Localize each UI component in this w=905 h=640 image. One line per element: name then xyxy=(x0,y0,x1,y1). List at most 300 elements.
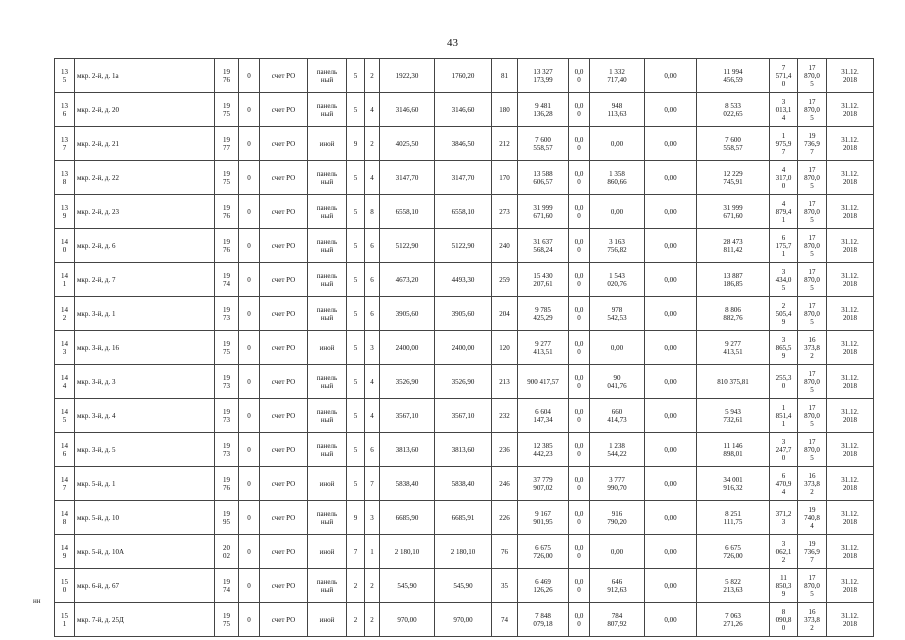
residents-cell: 273 xyxy=(492,195,518,229)
entrances-cell: 6 xyxy=(365,263,380,297)
fund-cell: 1 332 717,40 xyxy=(590,59,645,93)
row-number-cell: 13 8 xyxy=(55,161,75,195)
limit-cost-cell: 17 870,0 5 xyxy=(798,59,827,93)
percent-cell: 0,0 0 xyxy=(569,399,590,433)
percent-cell: 0,0 0 xyxy=(569,331,590,365)
percent-cell: 0,0 0 xyxy=(569,433,590,467)
percent-cell: 0,0 0 xyxy=(569,229,590,263)
table-row xyxy=(55,263,874,297)
total-area-cell: 3147,70 xyxy=(380,161,435,195)
account-cell: счет РО xyxy=(260,603,308,637)
limit-cost-cell: 19 740,8 4 xyxy=(798,501,827,535)
living-area-cell: 3813,60 xyxy=(435,433,492,467)
zero-cell: 0 xyxy=(239,127,260,161)
limit-cost-cell: 17 870,0 5 xyxy=(798,569,827,603)
total-area-cell: 3813,60 xyxy=(380,433,435,467)
entrances-cell: 4 xyxy=(365,161,380,195)
wall-material-cell: панель ный xyxy=(308,433,347,467)
total-cost-cell: 15 430 207,61 xyxy=(518,263,569,297)
zero-cell: 0 xyxy=(239,433,260,467)
fund-cell: 1 238 544,22 xyxy=(590,433,645,467)
wall-material-cell: иной xyxy=(308,331,347,365)
living-area-cell: 970,00 xyxy=(435,603,492,637)
year-cell: 19 76 xyxy=(215,59,239,93)
date-cell: 31.12. 2018 xyxy=(827,399,874,433)
fund-cell: 0,00 xyxy=(590,331,645,365)
total-area-cell: 4025,50 xyxy=(380,127,435,161)
account-cell: счет РО xyxy=(260,331,308,365)
total-cost-cell: 13 588 606,57 xyxy=(518,161,569,195)
total-area-cell: 2 180,10 xyxy=(380,535,435,569)
residents-cell: 236 xyxy=(492,433,518,467)
fund-cell: 1 543 020,76 xyxy=(590,263,645,297)
other-funds-cell: 0,00 xyxy=(645,161,697,195)
date-cell: 31.12. 2018 xyxy=(827,93,874,127)
date-cell: 31.12. 2018 xyxy=(827,501,874,535)
wall-material-cell: панель ный xyxy=(308,399,347,433)
account-cell: счет РО xyxy=(260,229,308,263)
account-cell: счет РО xyxy=(260,59,308,93)
floors-cell: 5 xyxy=(347,467,365,501)
floors-cell: 5 xyxy=(347,365,365,399)
residents-cell: 259 xyxy=(492,263,518,297)
total-area-cell: 5122,90 xyxy=(380,229,435,263)
entrances-cell: 4 xyxy=(365,365,380,399)
living-area-cell: 3146,60 xyxy=(435,93,492,127)
date-cell: 31.12. 2018 xyxy=(827,365,874,399)
owners-funds-cell: 6 675 726,00 xyxy=(697,535,770,569)
living-area-cell: 5122,90 xyxy=(435,229,492,263)
table-row xyxy=(55,569,874,603)
percent-cell: 0,0 0 xyxy=(569,535,590,569)
unit-cost-cell: 255,3 0 xyxy=(770,365,798,399)
living-area-cell: 1760,20 xyxy=(435,59,492,93)
year-cell: 19 95 xyxy=(215,501,239,535)
owners-funds-cell: 8 251 111,75 xyxy=(697,501,770,535)
zero-cell: 0 xyxy=(239,603,260,637)
zero-cell: 0 xyxy=(239,195,260,229)
living-area-cell: 4493,30 xyxy=(435,263,492,297)
address-cell: мкр. 2-й, д. 6 xyxy=(75,229,215,263)
address-cell: мкр. 2-й, д. 22 xyxy=(75,161,215,195)
row-number-cell: 15 0 xyxy=(55,569,75,603)
address-cell: мкр. 6-й, д. 67 xyxy=(75,569,215,603)
fund-cell: 660 414,73 xyxy=(590,399,645,433)
living-area-cell: 2 180,10 xyxy=(435,535,492,569)
total-cost-cell: 9 167 901,95 xyxy=(518,501,569,535)
account-cell: счет РО xyxy=(260,569,308,603)
date-cell: 31.12. 2018 xyxy=(827,229,874,263)
account-cell: счет РО xyxy=(260,297,308,331)
percent-cell: 0,0 0 xyxy=(569,501,590,535)
entrances-cell: 4 xyxy=(365,399,380,433)
wall-material-cell: панель ный xyxy=(308,229,347,263)
other-funds-cell: 0,00 xyxy=(645,127,697,161)
year-cell: 19 75 xyxy=(215,93,239,127)
zero-cell: 0 xyxy=(239,501,260,535)
row-number-cell: 14 0 xyxy=(55,229,75,263)
address-cell: мкр. 2-й, д. 1а xyxy=(75,59,215,93)
wall-material-cell: панель ный xyxy=(308,297,347,331)
wall-material-cell: панель ный xyxy=(308,59,347,93)
year-cell: 19 75 xyxy=(215,331,239,365)
living-area-cell: 2400,00 xyxy=(435,331,492,365)
other-funds-cell: 0,00 xyxy=(645,365,697,399)
wall-material-cell: панель ный xyxy=(308,569,347,603)
entrances-cell: 4 xyxy=(365,93,380,127)
row-number-cell: 14 1 xyxy=(55,263,75,297)
residents-cell: 180 xyxy=(492,93,518,127)
entrances-cell: 2 xyxy=(365,569,380,603)
table-row xyxy=(55,161,874,195)
address-cell: мкр. 7-й, д. 25Д xyxy=(75,603,215,637)
account-cell: счет РО xyxy=(260,535,308,569)
row-number-cell: 13 9 xyxy=(55,195,75,229)
entrances-cell: 8 xyxy=(365,195,380,229)
total-cost-cell: 6 604 147,34 xyxy=(518,399,569,433)
other-funds-cell: 0,00 xyxy=(645,59,697,93)
table-row xyxy=(55,467,874,501)
fund-cell: 948 113,63 xyxy=(590,93,645,127)
account-cell: счет РО xyxy=(260,195,308,229)
account-cell: счет РО xyxy=(260,263,308,297)
owners-funds-cell: 8 533 022,65 xyxy=(697,93,770,127)
floors-cell: 9 xyxy=(347,501,365,535)
zero-cell: 0 xyxy=(239,569,260,603)
date-cell: 31.12. 2018 xyxy=(827,59,874,93)
unit-cost-cell: 1 851,4 1 xyxy=(770,399,798,433)
percent-cell: 0,0 0 xyxy=(569,161,590,195)
unit-cost-cell: 371,2 3 xyxy=(770,501,798,535)
total-area-cell: 3567,10 xyxy=(380,399,435,433)
unit-cost-cell: 8 090,8 0 xyxy=(770,603,798,637)
address-cell: мкр. 2-й, д. 7 xyxy=(75,263,215,297)
total-cost-cell: 9 277 413,51 xyxy=(518,331,569,365)
address-cell: мкр. 3-й, д. 3 xyxy=(75,365,215,399)
floors-cell: 5 xyxy=(347,93,365,127)
owners-funds-cell: 7 063 271,26 xyxy=(697,603,770,637)
total-cost-cell: 6 675 726,00 xyxy=(518,535,569,569)
date-cell: 31.12. 2018 xyxy=(827,127,874,161)
percent-cell: 0,0 0 xyxy=(569,59,590,93)
total-cost-cell: 9 481 136,28 xyxy=(518,93,569,127)
residents-cell: 226 xyxy=(492,501,518,535)
row-number-cell: 14 2 xyxy=(55,297,75,331)
wall-material-cell: иной xyxy=(308,535,347,569)
entrances-cell: 2 xyxy=(365,59,380,93)
unit-cost-cell: 4 317,0 0 xyxy=(770,161,798,195)
limit-cost-cell: 19 736,9 7 xyxy=(798,127,827,161)
year-cell: 19 74 xyxy=(215,263,239,297)
total-area-cell: 2400,00 xyxy=(380,331,435,365)
total-area-cell: 3146,60 xyxy=(380,93,435,127)
table-row xyxy=(55,365,874,399)
total-cost-cell: 13 327 173,99 xyxy=(518,59,569,93)
limit-cost-cell: 17 870,0 5 xyxy=(798,297,827,331)
total-area-cell: 3526,90 xyxy=(380,365,435,399)
address-cell: мкр. 3-й, д. 16 xyxy=(75,331,215,365)
entrances-cell: 6 xyxy=(365,433,380,467)
entrances-cell: 1 xyxy=(365,535,380,569)
account-cell: счет РО xyxy=(260,467,308,501)
total-cost-cell: 37 779 907,02 xyxy=(518,467,569,501)
percent-cell: 0,0 0 xyxy=(569,263,590,297)
row-number-cell: 14 6 xyxy=(55,433,75,467)
living-area-cell: 3567,10 xyxy=(435,399,492,433)
year-cell: 19 76 xyxy=(215,229,239,263)
account-cell: счет РО xyxy=(260,161,308,195)
limit-cost-cell: 17 870,0 5 xyxy=(798,229,827,263)
other-funds-cell: 0,00 xyxy=(645,93,697,127)
year-cell: 19 74 xyxy=(215,569,239,603)
wall-material-cell: панель ный xyxy=(308,365,347,399)
limit-cost-cell: 16 373,8 2 xyxy=(798,467,827,501)
other-funds-cell: 0,00 xyxy=(645,433,697,467)
living-area-cell: 3846,50 xyxy=(435,127,492,161)
address-cell: мкр. 5-й, д. 10А xyxy=(75,535,215,569)
address-cell: мкр. 3-й, д. 5 xyxy=(75,433,215,467)
other-funds-cell: 0,00 xyxy=(645,467,697,501)
owners-funds-cell: 12 229 745,91 xyxy=(697,161,770,195)
zero-cell: 0 xyxy=(239,229,260,263)
unit-cost-cell: 11 850,3 9 xyxy=(770,569,798,603)
row-number-cell: 15 1 xyxy=(55,603,75,637)
residents-cell: 81 xyxy=(492,59,518,93)
entrances-cell: 2 xyxy=(365,603,380,637)
floors-cell: 5 xyxy=(347,331,365,365)
date-cell: 31.12. 2018 xyxy=(827,331,874,365)
year-cell: 19 73 xyxy=(215,297,239,331)
living-area-cell: 3905,60 xyxy=(435,297,492,331)
floors-cell: 7 xyxy=(347,535,365,569)
account-cell: счет РО xyxy=(260,93,308,127)
other-funds-cell: 0,00 xyxy=(645,569,697,603)
table-row xyxy=(55,195,874,229)
entrances-cell: 7 xyxy=(365,467,380,501)
living-area-cell: 5838,40 xyxy=(435,467,492,501)
limit-cost-cell: 17 870,0 5 xyxy=(798,399,827,433)
limit-cost-cell: 16 373,8 2 xyxy=(798,331,827,365)
table-row xyxy=(55,229,874,263)
fund-cell: 0,00 xyxy=(590,127,645,161)
zero-cell: 0 xyxy=(239,93,260,127)
row-number-cell: 13 6 xyxy=(55,93,75,127)
residents-cell: 120 xyxy=(492,331,518,365)
owners-funds-cell: 28 473 811,42 xyxy=(697,229,770,263)
fund-cell: 3 163 756,82 xyxy=(590,229,645,263)
account-cell: счет РО xyxy=(260,433,308,467)
date-cell: 31.12. 2018 xyxy=(827,535,874,569)
table-row xyxy=(55,501,874,535)
owners-funds-cell: 11 146 898,01 xyxy=(697,433,770,467)
zero-cell: 0 xyxy=(239,535,260,569)
owners-funds-cell: 11 994 456,59 xyxy=(697,59,770,93)
residents-cell: 213 xyxy=(492,365,518,399)
total-cost-cell: 12 385 442,23 xyxy=(518,433,569,467)
percent-cell: 0,0 0 xyxy=(569,93,590,127)
living-area-cell: 3147,70 xyxy=(435,161,492,195)
living-area-cell: 6685,91 xyxy=(435,501,492,535)
owners-funds-cell: 5 822 213,63 xyxy=(697,569,770,603)
table-row xyxy=(55,297,874,331)
year-cell: 19 75 xyxy=(215,161,239,195)
residents-cell: 35 xyxy=(492,569,518,603)
percent-cell: 0,0 0 xyxy=(569,195,590,229)
residents-cell: 246 xyxy=(492,467,518,501)
row-number-cell: 13 7 xyxy=(55,127,75,161)
fund-cell: 3 777 990,70 xyxy=(590,467,645,501)
wall-material-cell: иной xyxy=(308,467,347,501)
other-funds-cell: 0,00 xyxy=(645,229,697,263)
date-cell: 31.12. 2018 xyxy=(827,161,874,195)
fund-cell: 978 542,53 xyxy=(590,297,645,331)
table-row xyxy=(55,59,874,93)
other-funds-cell: 0,00 xyxy=(645,501,697,535)
percent-cell: 0,0 0 xyxy=(569,603,590,637)
total-area-cell: 5838,40 xyxy=(380,467,435,501)
limit-cost-cell: 17 870,0 5 xyxy=(798,365,827,399)
living-area-cell: 545,90 xyxy=(435,569,492,603)
row-number-cell: 14 9 xyxy=(55,535,75,569)
date-cell: 31.12. 2018 xyxy=(827,297,874,331)
total-cost-cell: 31 637 568,24 xyxy=(518,229,569,263)
residents-cell: 240 xyxy=(492,229,518,263)
row-number-cell: 14 4 xyxy=(55,365,75,399)
limit-cost-cell: 17 870,0 5 xyxy=(798,161,827,195)
row-number-cell: 14 7 xyxy=(55,467,75,501)
unit-cost-cell: 2 505,4 9 xyxy=(770,297,798,331)
row-number-cell: 14 8 xyxy=(55,501,75,535)
owners-funds-cell: 5 943 732,61 xyxy=(697,399,770,433)
address-cell: мкр. 5-й, д. 10 xyxy=(75,501,215,535)
total-cost-cell: 900 417,57 xyxy=(518,365,569,399)
other-funds-cell: 0,00 xyxy=(645,603,697,637)
unit-cost-cell: 6 175,7 1 xyxy=(770,229,798,263)
account-cell: счет РО xyxy=(260,399,308,433)
table-row xyxy=(55,127,874,161)
owners-funds-cell: 9 277 413,51 xyxy=(697,331,770,365)
entrances-cell: 6 xyxy=(365,297,380,331)
unit-cost-cell: 3 865,5 9 xyxy=(770,331,798,365)
total-cost-cell: 9 785 425,29 xyxy=(518,297,569,331)
address-cell: мкр. 2-й, д. 20 xyxy=(75,93,215,127)
address-cell: мкр. 5-й, д. 1 xyxy=(75,467,215,501)
floors-cell: 2 xyxy=(347,603,365,637)
fund-cell: 1 358 860,66 xyxy=(590,161,645,195)
date-cell: 31.12. 2018 xyxy=(827,467,874,501)
address-cell: мкр. 3-й, д. 4 xyxy=(75,399,215,433)
zero-cell: 0 xyxy=(239,467,260,501)
unit-cost-cell: 3 013,1 4 xyxy=(770,93,798,127)
percent-cell: 0,0 0 xyxy=(569,127,590,161)
floors-cell: 5 xyxy=(347,263,365,297)
residents-cell: 76 xyxy=(492,535,518,569)
living-area-cell: 6558,10 xyxy=(435,195,492,229)
floors-cell: 9 xyxy=(347,127,365,161)
zero-cell: 0 xyxy=(239,365,260,399)
percent-cell: 0,0 0 xyxy=(569,467,590,501)
floors-cell: 2 xyxy=(347,569,365,603)
residents-cell: 170 xyxy=(492,161,518,195)
percent-cell: 0,0 0 xyxy=(569,569,590,603)
address-cell: мкр. 2-й, д. 23 xyxy=(75,195,215,229)
wall-material-cell: панель ный xyxy=(308,263,347,297)
footer-mark: нн xyxy=(33,597,41,605)
table-row xyxy=(55,331,874,365)
floors-cell: 5 xyxy=(347,195,365,229)
year-cell: 19 75 xyxy=(215,603,239,637)
date-cell: 31.12. 2018 xyxy=(827,569,874,603)
total-area-cell: 970,00 xyxy=(380,603,435,637)
table-row xyxy=(55,93,874,127)
limit-cost-cell: 16 373,8 2 xyxy=(798,603,827,637)
year-cell: 20 02 xyxy=(215,535,239,569)
table-row xyxy=(55,603,874,637)
limit-cost-cell: 17 870,0 5 xyxy=(798,195,827,229)
unit-cost-cell: 4 879,4 1 xyxy=(770,195,798,229)
limit-cost-cell: 17 870,0 5 xyxy=(798,433,827,467)
floors-cell: 5 xyxy=(347,399,365,433)
fund-cell: 0,00 xyxy=(590,535,645,569)
wall-material-cell: панель ный xyxy=(308,195,347,229)
total-area-cell: 6685,90 xyxy=(380,501,435,535)
entrances-cell: 2 xyxy=(365,127,380,161)
living-area-cell: 3526,90 xyxy=(435,365,492,399)
unit-cost-cell: 3 062,1 2 xyxy=(770,535,798,569)
total-area-cell: 4673,20 xyxy=(380,263,435,297)
account-cell: счет РО xyxy=(260,365,308,399)
year-cell: 19 73 xyxy=(215,399,239,433)
floors-cell: 5 xyxy=(347,229,365,263)
entrances-cell: 6 xyxy=(365,229,380,263)
total-area-cell: 6558,10 xyxy=(380,195,435,229)
total-area-cell: 545,90 xyxy=(380,569,435,603)
other-funds-cell: 0,00 xyxy=(645,535,697,569)
other-funds-cell: 0,00 xyxy=(645,263,697,297)
zero-cell: 0 xyxy=(239,161,260,195)
row-number-cell: 13 5 xyxy=(55,59,75,93)
date-cell: 31.12. 2018 xyxy=(827,263,874,297)
year-cell: 19 73 xyxy=(215,365,239,399)
fund-cell: 646 912,63 xyxy=(590,569,645,603)
total-area-cell: 1922,30 xyxy=(380,59,435,93)
residents-cell: 232 xyxy=(492,399,518,433)
wall-material-cell: панель ный xyxy=(308,93,347,127)
account-cell: счет РО xyxy=(260,127,308,161)
total-cost-cell: 7 600 558,57 xyxy=(518,127,569,161)
year-cell: 19 76 xyxy=(215,195,239,229)
residents-cell: 74 xyxy=(492,603,518,637)
percent-cell: 0,0 0 xyxy=(569,365,590,399)
address-cell: мкр. 2-й, д. 21 xyxy=(75,127,215,161)
account-cell: счет РО xyxy=(260,501,308,535)
year-cell: 19 76 xyxy=(215,467,239,501)
zero-cell: 0 xyxy=(239,331,260,365)
fund-cell: 0,00 xyxy=(590,195,645,229)
unit-cost-cell: 1 975,9 7 xyxy=(770,127,798,161)
owners-funds-cell: 13 887 186,85 xyxy=(697,263,770,297)
address-cell: мкр. 3-й, д. 1 xyxy=(75,297,215,331)
floors-cell: 5 xyxy=(347,161,365,195)
year-cell: 19 73 xyxy=(215,433,239,467)
owners-funds-cell: 7 600 558,57 xyxy=(697,127,770,161)
wall-material-cell: панель ный xyxy=(308,161,347,195)
date-cell: 31.12. 2018 xyxy=(827,433,874,467)
zero-cell: 0 xyxy=(239,297,260,331)
other-funds-cell: 0,00 xyxy=(645,195,697,229)
table-row xyxy=(55,535,874,569)
percent-cell: 0,0 0 xyxy=(569,297,590,331)
